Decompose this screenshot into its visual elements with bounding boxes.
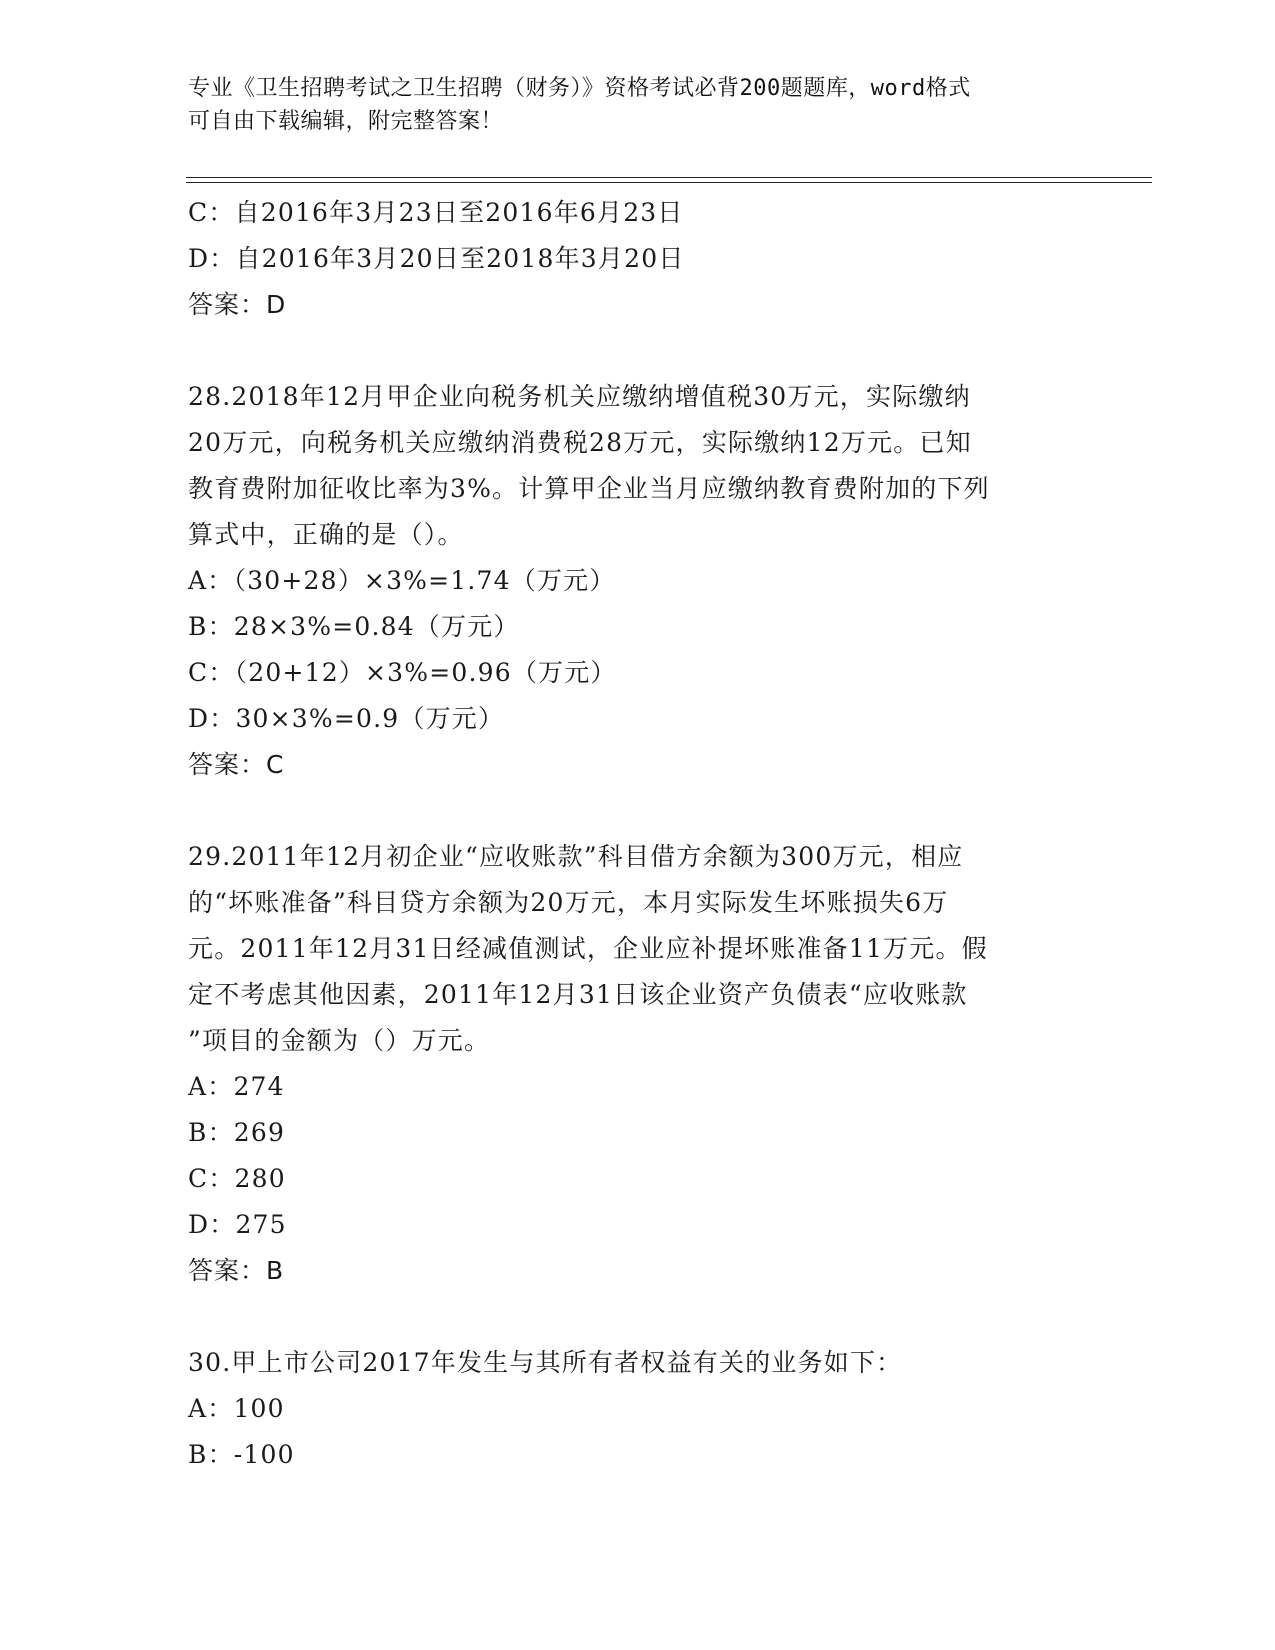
option-d: D：275 (188, 1210, 287, 1239)
question-stem-line: 算式中，正确的是（）。 (188, 520, 464, 549)
question-stem-line: 定不考虑其他因素，2011年12月31日该企业资产负债表“应收账款 (188, 980, 968, 1009)
answer-line: 答案：D (188, 290, 287, 319)
question-stem-line: 20万元，向税务机关应缴纳消费税28万元，实际缴纳12万元。已知 (188, 428, 972, 457)
question-stem-line: ”项目的金额为（）万元。 (188, 1026, 491, 1055)
option-c: C：自2016年3月23日至2016年6月23日 (188, 198, 684, 227)
question-list (188, 190, 1088, 1478)
question-stem-line: 教育费附加征收比率为3%。计算甲企业当月应缴纳教育费附加的下列 (188, 474, 990, 503)
question-stem-line: 28.2018年12月甲企业向税务机关应缴纳增值税30万元，实际缴纳 (188, 382, 971, 411)
option-a: A：100 (188, 1394, 285, 1423)
option-d: D：30×3%=0.9（万元） (188, 704, 505, 733)
question-block-28 (188, 374, 1088, 788)
option-a: A：274 (188, 1072, 285, 1101)
header-divider-top (186, 177, 1152, 178)
spacer (188, 788, 1088, 834)
answer-line: 答案：C (188, 750, 285, 779)
question-stem-line: 30.甲上市公司2017年发生与其所有者权益有关的业务如下： (188, 1348, 903, 1377)
document-header (188, 72, 1088, 138)
question-block-30 (188, 1340, 1088, 1478)
header-divider-bottom (186, 182, 1152, 183)
option-b: B：28×3%=0.84（万元） (188, 612, 520, 641)
answer-line: 答案：B (188, 1256, 285, 1285)
spacer (188, 328, 1088, 374)
option-b: B：269 (188, 1118, 286, 1147)
spacer (188, 1294, 1088, 1340)
header-title-line-2: 可自由下载编辑，附完整答案！ (188, 109, 504, 134)
option-d: D：自2016年3月20日至2018年3月20日 (188, 244, 685, 273)
question-block-27-tail (188, 190, 1088, 328)
option-c: C：280 (188, 1164, 286, 1193)
option-c: C：（20+12）×3%=0.96（万元） (188, 658, 617, 687)
header-title-line-1: 专业《卫生招聘考试之卫生招聘（财务）》资格考试必背200题题库，word格式 (188, 76, 971, 101)
option-a: A：（30+28）×3%=1.74（万元） (188, 566, 616, 595)
question-stem-line: 29.2011年12月初企业“应收账款”科目借方余额为300万元，相应 (188, 842, 964, 871)
question-block-29 (188, 834, 1088, 1294)
option-b: B：-100 (188, 1440, 295, 1469)
question-stem-line: 元。2011年12月31日经减值测试，企业应补提坏账准备11万元。假 (188, 934, 988, 963)
question-stem-line: 的“坏账准备”科目贷方余额为20万元，本月实际发生坏账损失6万 (188, 888, 949, 917)
